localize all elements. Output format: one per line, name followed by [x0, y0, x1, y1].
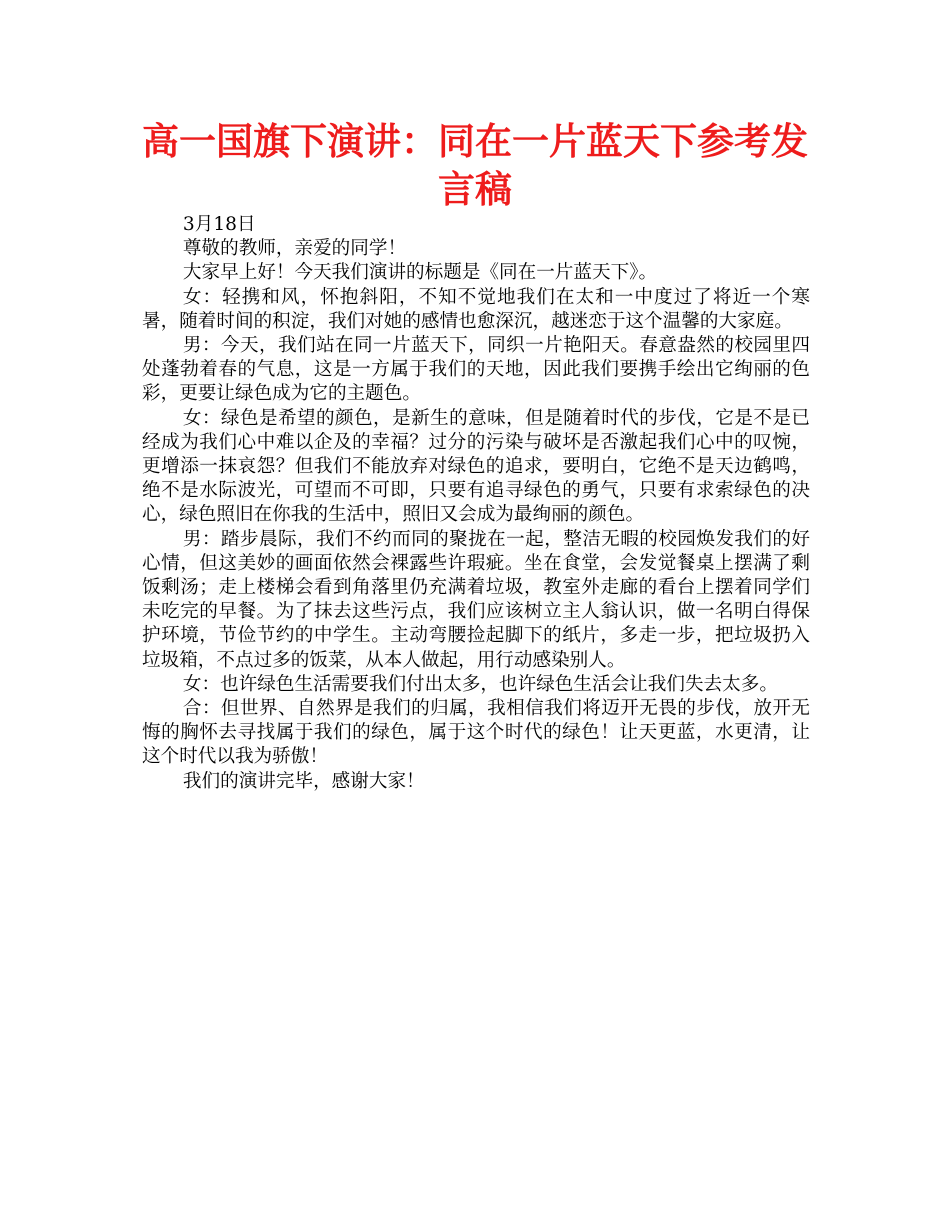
closing-line: 我们的演讲完毕，感谢大家！	[182, 770, 425, 792]
salutation: 尊敬的教师，亲爱的同学！	[182, 238, 407, 260]
date-line: 3月18日	[182, 214, 256, 235]
paragraph-female-1: 女：轻携和风，怀抱斜阳，不知不觉地我们在太和一中度过了将近一个寒暑，随着时间的积淀，我们对她的感情也愈深沉，越迷恋于这个温馨的大家庭。	[142, 286, 810, 332]
paragraph-female-3: 女：也许绿色生活需要我们付出太多，也许绿色生活会让我们失去太多。	[182, 673, 778, 695]
opening-greeting: 大家早上好！今天我们演讲的标题是《同在一片蓝天下》。	[182, 262, 658, 284]
paragraph-together: 合：但世界、自然界是我们的归属，我相信我们将迈开无畏的步伐，放开无悔的胸怀去寻找属于我们的绿色，属于这个时代的绿色！让天更蓝，水更清，让这个时代以我为骄傲！	[142, 698, 810, 768]
document-body	[142, 213, 810, 794]
paragraph-male-2: 男：踏步晨际，我们不约而同的聚拢在一起，整洁无暇的校园焕发我们的好心情，但这美妙的画面依然会裸露些许瑕疵。坐在食堂，会发觉餐桌上摆满了剩饭剩汤；走上楼梯会看到角落里仍充满着垃圾，教室外走廊的看台上摆着同学们未吃完的早餐。为了抹去这些污点，我们应该树立主人翁认识，做一名明白得保护环境，节俭节约的中学生。主动弯腰捡起脚下的纸片，多走一步，把垃圾扔入垃圾箱，不点过多的饭菜，从本人做起，用行动感染别人。	[142, 528, 810, 671]
paragraph-male-1: 男：今天，我们站在同一片蓝天下，同织一片艳阳天。春意盎然的校园里四处蓬勃着春的气息，这是一方属于我们的天地，因此我们要携手绘出它绚丽的色彩，更要让绿色成为它的主题色。	[142, 335, 810, 405]
document-title: 高一国旗下演讲：同在一片蓝天下参考发言稿	[142, 120, 808, 211]
paragraph-female-2: 女：绿色是希望的颜色，是新生的意味，但是随着时代的步伐，它是不是已经成为我们心中难以企及的幸福？过分的污染与破坏是否激起我们心中的叹惋，更增添一抹哀怨？但我们不能放弃对绿色的追求，要明白，它绝不是天边鹤鸣，绝不是水际波光，可望而不可即，只要有追寻绿色的勇气，只要有求索绿色的决心，绿色照旧在你我的生活中，照旧又会成为最绚丽的颜色。	[142, 407, 810, 526]
